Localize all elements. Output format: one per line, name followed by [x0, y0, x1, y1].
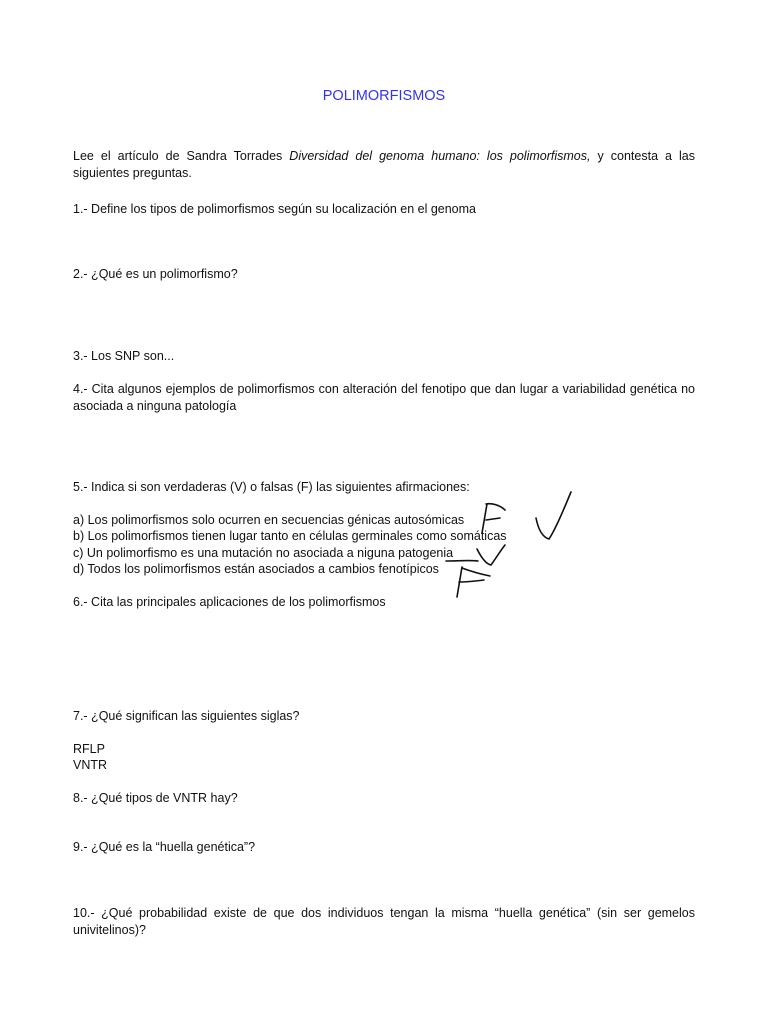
acronym-vntr: VNTR [73, 758, 108, 772]
question-5: 5.- Indica si son verdaderas (V) o falsas (F) las siguientes afirmaciones: [73, 480, 470, 494]
acronym-rflp: RFLP [73, 742, 105, 756]
document-title: POLIMORFISMOS [322, 88, 446, 104]
question-10: 10.- ¿Qué probabilidad existe de que dos individuos tengan la misma “huella genética” (sin ser gemelos univitelinos)? [73, 906, 695, 937]
intro-paragraph [73, 148, 695, 182]
statement-d: d) Todos los polimorfismos están asociados a cambios fenotípicos [73, 562, 439, 576]
question-3: 3.- Los SNP son... [73, 349, 175, 363]
question-7: 7.- ¿Qué significan las siguientes siglas? [73, 709, 300, 723]
question-8: 8.- ¿Qué tipos de VNTR hay? [73, 791, 238, 805]
question-6: 6.- Cita las principales aplicaciones de los polimorfismos [73, 595, 386, 609]
intro-text-end: y contesta a las siguientes preguntas. [73, 149, 695, 180]
statement-c: c) Un polimorfismo es una mutación no asociada a niguna patogenia [73, 546, 454, 560]
article-title: Diversidad del genoma humano: los polimorfismos, [289, 149, 591, 163]
intro-text: Lee el artículo de Sandra Torrades [73, 149, 290, 163]
question-4: 4.- Cita algunos ejemplos de polimorfismos con alteración del fenotipo que dan lugar a variabilidad genética no asociada a ninguna patología [73, 382, 695, 413]
question-9: 9.- ¿Qué es la “huella genética”? [73, 840, 256, 854]
statement-b: b) Los polimorfismos tienen lugar tanto en células germinales como somáticas [73, 529, 507, 543]
statement-a: a) Los polimorfismos solo ocurren en secuencias génicas autosómicas [73, 513, 465, 527]
question-1: 1.- Define los tipos de polimorfismos según su localización en el genoma [73, 202, 476, 216]
question-2: 2.- ¿Qué es un polimorfismo? [73, 267, 238, 281]
